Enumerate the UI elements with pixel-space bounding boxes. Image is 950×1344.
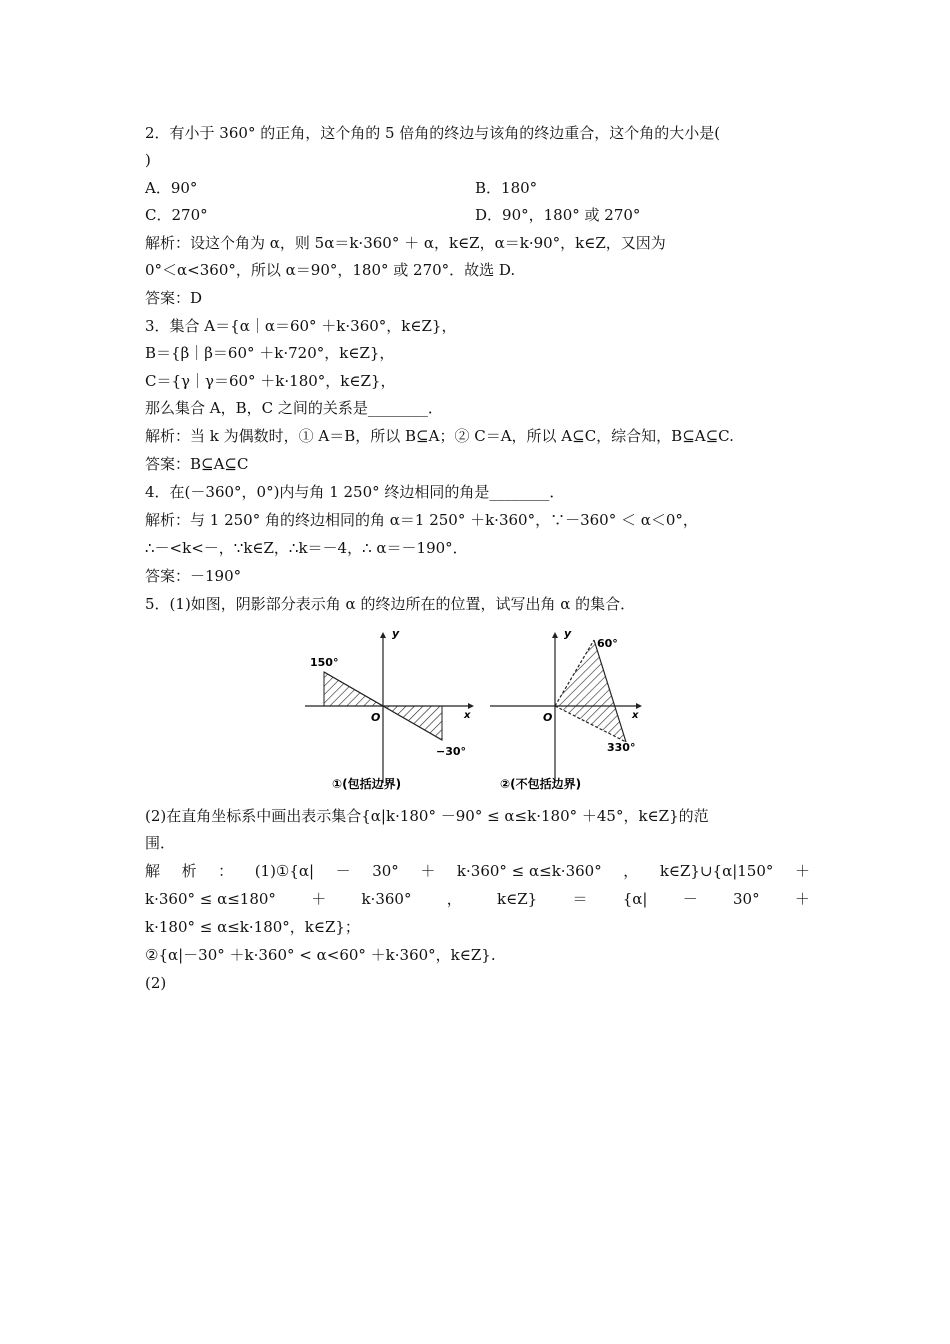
q2-analysis-line2: 0°＜α<360°，所以 α＝90°，180° 或 270°．故选 D. (145, 261, 516, 279)
left-axis-x-label: x (464, 710, 471, 721)
sol2-seg: ＝ (572, 890, 588, 908)
left-caption: ①(包括边界) (332, 777, 402, 791)
left-y-arrow-icon (380, 632, 386, 638)
sol1-seg: (1)①{α| (254, 862, 315, 880)
left-x-arrow-icon (468, 703, 474, 709)
q3-line2: B＝{β｜β＝60° ＋k·720°，k∈Z}， (145, 344, 395, 362)
right-axis-x-label: x (632, 710, 639, 721)
q2-answer: 答案：D (145, 289, 203, 307)
left-angle-label-neg30: −30° (436, 745, 467, 758)
sol2-seg: k·360° ≤ α≤180° (145, 890, 276, 908)
right-y-arrow-icon (552, 632, 558, 638)
q3-answer: 答案：B⊆A⊆C (145, 455, 249, 473)
sol1-seg: ＋ (420, 862, 436, 880)
right-angle-label-60: 60° (597, 637, 618, 650)
q4-answer: 答案：－190° (145, 567, 242, 585)
sol1-seg: 30° (372, 862, 399, 880)
q3-analysis: 解析：当 k 为偶数时，① A＝B，所以 B⊆A；② C＝A，所以 A⊆C，综合知，B⊆A⊆C. (145, 427, 734, 445)
q5-part2-line1: (2)在直角坐标系中画出表示集合{α|k·180° －90° ≤ α≤k·180° ＋45°，k∈Z}的范 (145, 807, 709, 825)
q2-stem-line1: 2．有小于 360° 的正角，这个角的 5 倍角的终边与该角的终边重合，这个角的大小是( (145, 124, 721, 142)
q5-part1: 5．(1)如图，阴影部分表示角 α 的终边所在的位置，试写出角 α 的集合． (145, 595, 636, 613)
q5-part2-line2: 围． (145, 834, 176, 852)
q5-solution-line3: k·180° ≤ α≤k·180°，k∈Z}； (145, 918, 360, 936)
q2-stem-line2: ) (145, 151, 151, 169)
q3-line1: 3．集合 A＝{α｜α＝60° ＋k·360°，k∈Z}， (145, 317, 457, 335)
sol1-seg: 解 (145, 862, 161, 880)
q3-line4: 那么集合 A，B，C 之间的关系是________． (145, 399, 443, 417)
sol2-seg: k∈Z} (497, 890, 538, 908)
q2-option-a: A．90° (145, 179, 198, 197)
left-angle-label-150: 150° (310, 656, 339, 669)
figure-left (305, 627, 474, 791)
right-axis-y-label: y (564, 627, 572, 640)
right-angle-label-330: 330° (607, 741, 636, 754)
sol2-seg: － (682, 890, 698, 908)
q5-solution-line4: ②{α|－30° ＋k·360° < α<60° ＋k·360°，k∈Z}. (145, 946, 496, 964)
q2-option-b: B．180° (475, 179, 538, 197)
left-origin-label: O (371, 711, 381, 724)
sol1-seg: 析 (181, 862, 197, 880)
q4-analysis-line1: 解析：与 1 250° 角的终边相同的角 α＝1 250° ＋k·360°，∵－360° ＜ α＜0°， (145, 511, 698, 529)
angle-figure (300, 625, 645, 795)
right-caption: ②(不包括边界) (500, 777, 582, 791)
right-shaded-region (555, 640, 626, 742)
sol2-seg: {α| (622, 890, 648, 908)
sol2-seg: k·360° (361, 890, 412, 908)
q4-analysis-line2: ∴－<k<－，∵k∈Z，∴k＝－4，∴ α＝－190°． (145, 539, 468, 557)
sol2-seg: ＋ (794, 890, 810, 908)
right-origin-label: O (543, 711, 553, 724)
q5-solution-line1 (145, 861, 810, 881)
sol2-seg: ＋ (311, 890, 327, 908)
sol1-seg: ， (623, 862, 639, 880)
q4-stem: 4．在(－360°，0°)内与角 1 250° 终边相同的角是________． (145, 483, 565, 501)
sol1-seg: － (335, 862, 351, 880)
q2-option-c: C．270° (145, 206, 208, 224)
sol1-seg: k∈Z}∪{α|150° (659, 862, 774, 880)
figure-right (490, 627, 642, 791)
sol1-seg: ： (218, 862, 234, 880)
q2-analysis-line1: 解析：设这个角为 α，则 5α＝k·360° ＋ α，k∈Z，α＝k·90°，k∈Z，又因为 (145, 234, 666, 252)
q3-line3: C＝{γ｜γ＝60° ＋k·180°，k∈Z}， (145, 372, 396, 390)
q2-option-d: D．90°，180° 或 270° (475, 206, 641, 224)
sol2-seg: ， (446, 890, 462, 908)
q5-solution-line5: (2) (145, 974, 167, 992)
left-axis-y-label: y (392, 627, 400, 640)
sol1-seg: ＋ (794, 862, 810, 880)
sol2-seg: 30° (733, 890, 760, 908)
q5-solution-line2 (145, 889, 810, 909)
right-x-arrow-icon (636, 703, 642, 709)
sol1-seg: k·360° ≤ α≤k·360° (456, 862, 602, 880)
